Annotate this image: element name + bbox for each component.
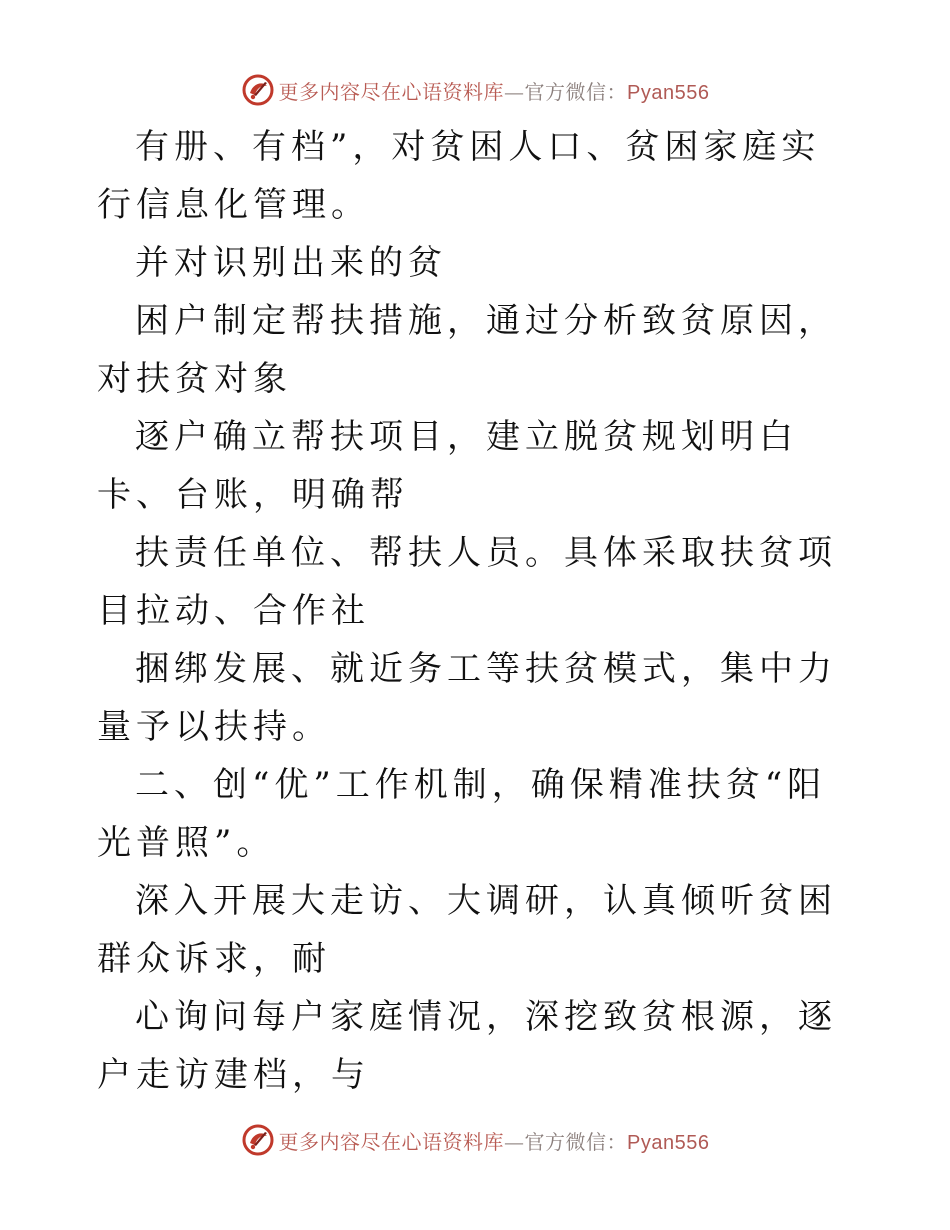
banner-text [279,76,710,105]
header-banner [0,70,950,110]
paragraph: 扶责任单位、帮扶人员。具体采取扶贫项目拉动、合作社 [97,533,837,631]
footer-banner [0,1120,950,1160]
banner-brand-text: 更多内容尽在心语资料库 [278,79,505,104]
banner-text [279,1126,710,1155]
paragraph: 捆绑发展、就近务工等扶贫模式，集中力量予以扶持。 [97,649,837,747]
paragraph: 并对识别出来的贫 [135,243,447,283]
red-swirl-logo-icon [241,73,275,107]
paragraph: 二、创“优”工作机制，确保精准扶贫“阳光普照”。 [97,765,827,863]
banner-wechat-label: 官方微信： [524,79,628,104]
document-body [97,118,857,1104]
paragraph: 有册、有档”，对贫困人口、贫困家庭实行信息化管理。 [97,127,821,225]
paragraph: 心询问每户家庭情况，深挖致贫根源，逐户走访建档，与 [97,997,837,1095]
banner-account: Pyan556 [627,81,710,104]
banner-separator: — [504,1129,525,1154]
banner-wechat-label: 官方微信： [524,1129,628,1154]
banner-separator: — [504,79,525,104]
banner-brand-text: 更多内容尽在心语资料库 [278,1129,505,1154]
paragraph: 困户制定帮扶措施，通过分析致贫原因，对扶贫对象 [97,301,837,399]
paragraph: 深入开展大走访、大调研，认真倾听贫困群众诉求，耐 [97,881,837,979]
paragraph: 逐户确立帮扶项目，建立脱贫规划明白卡、台账，明确帮 [97,417,798,515]
red-swirl-logo-icon [241,1123,275,1157]
banner-account: Pyan556 [627,1131,710,1154]
